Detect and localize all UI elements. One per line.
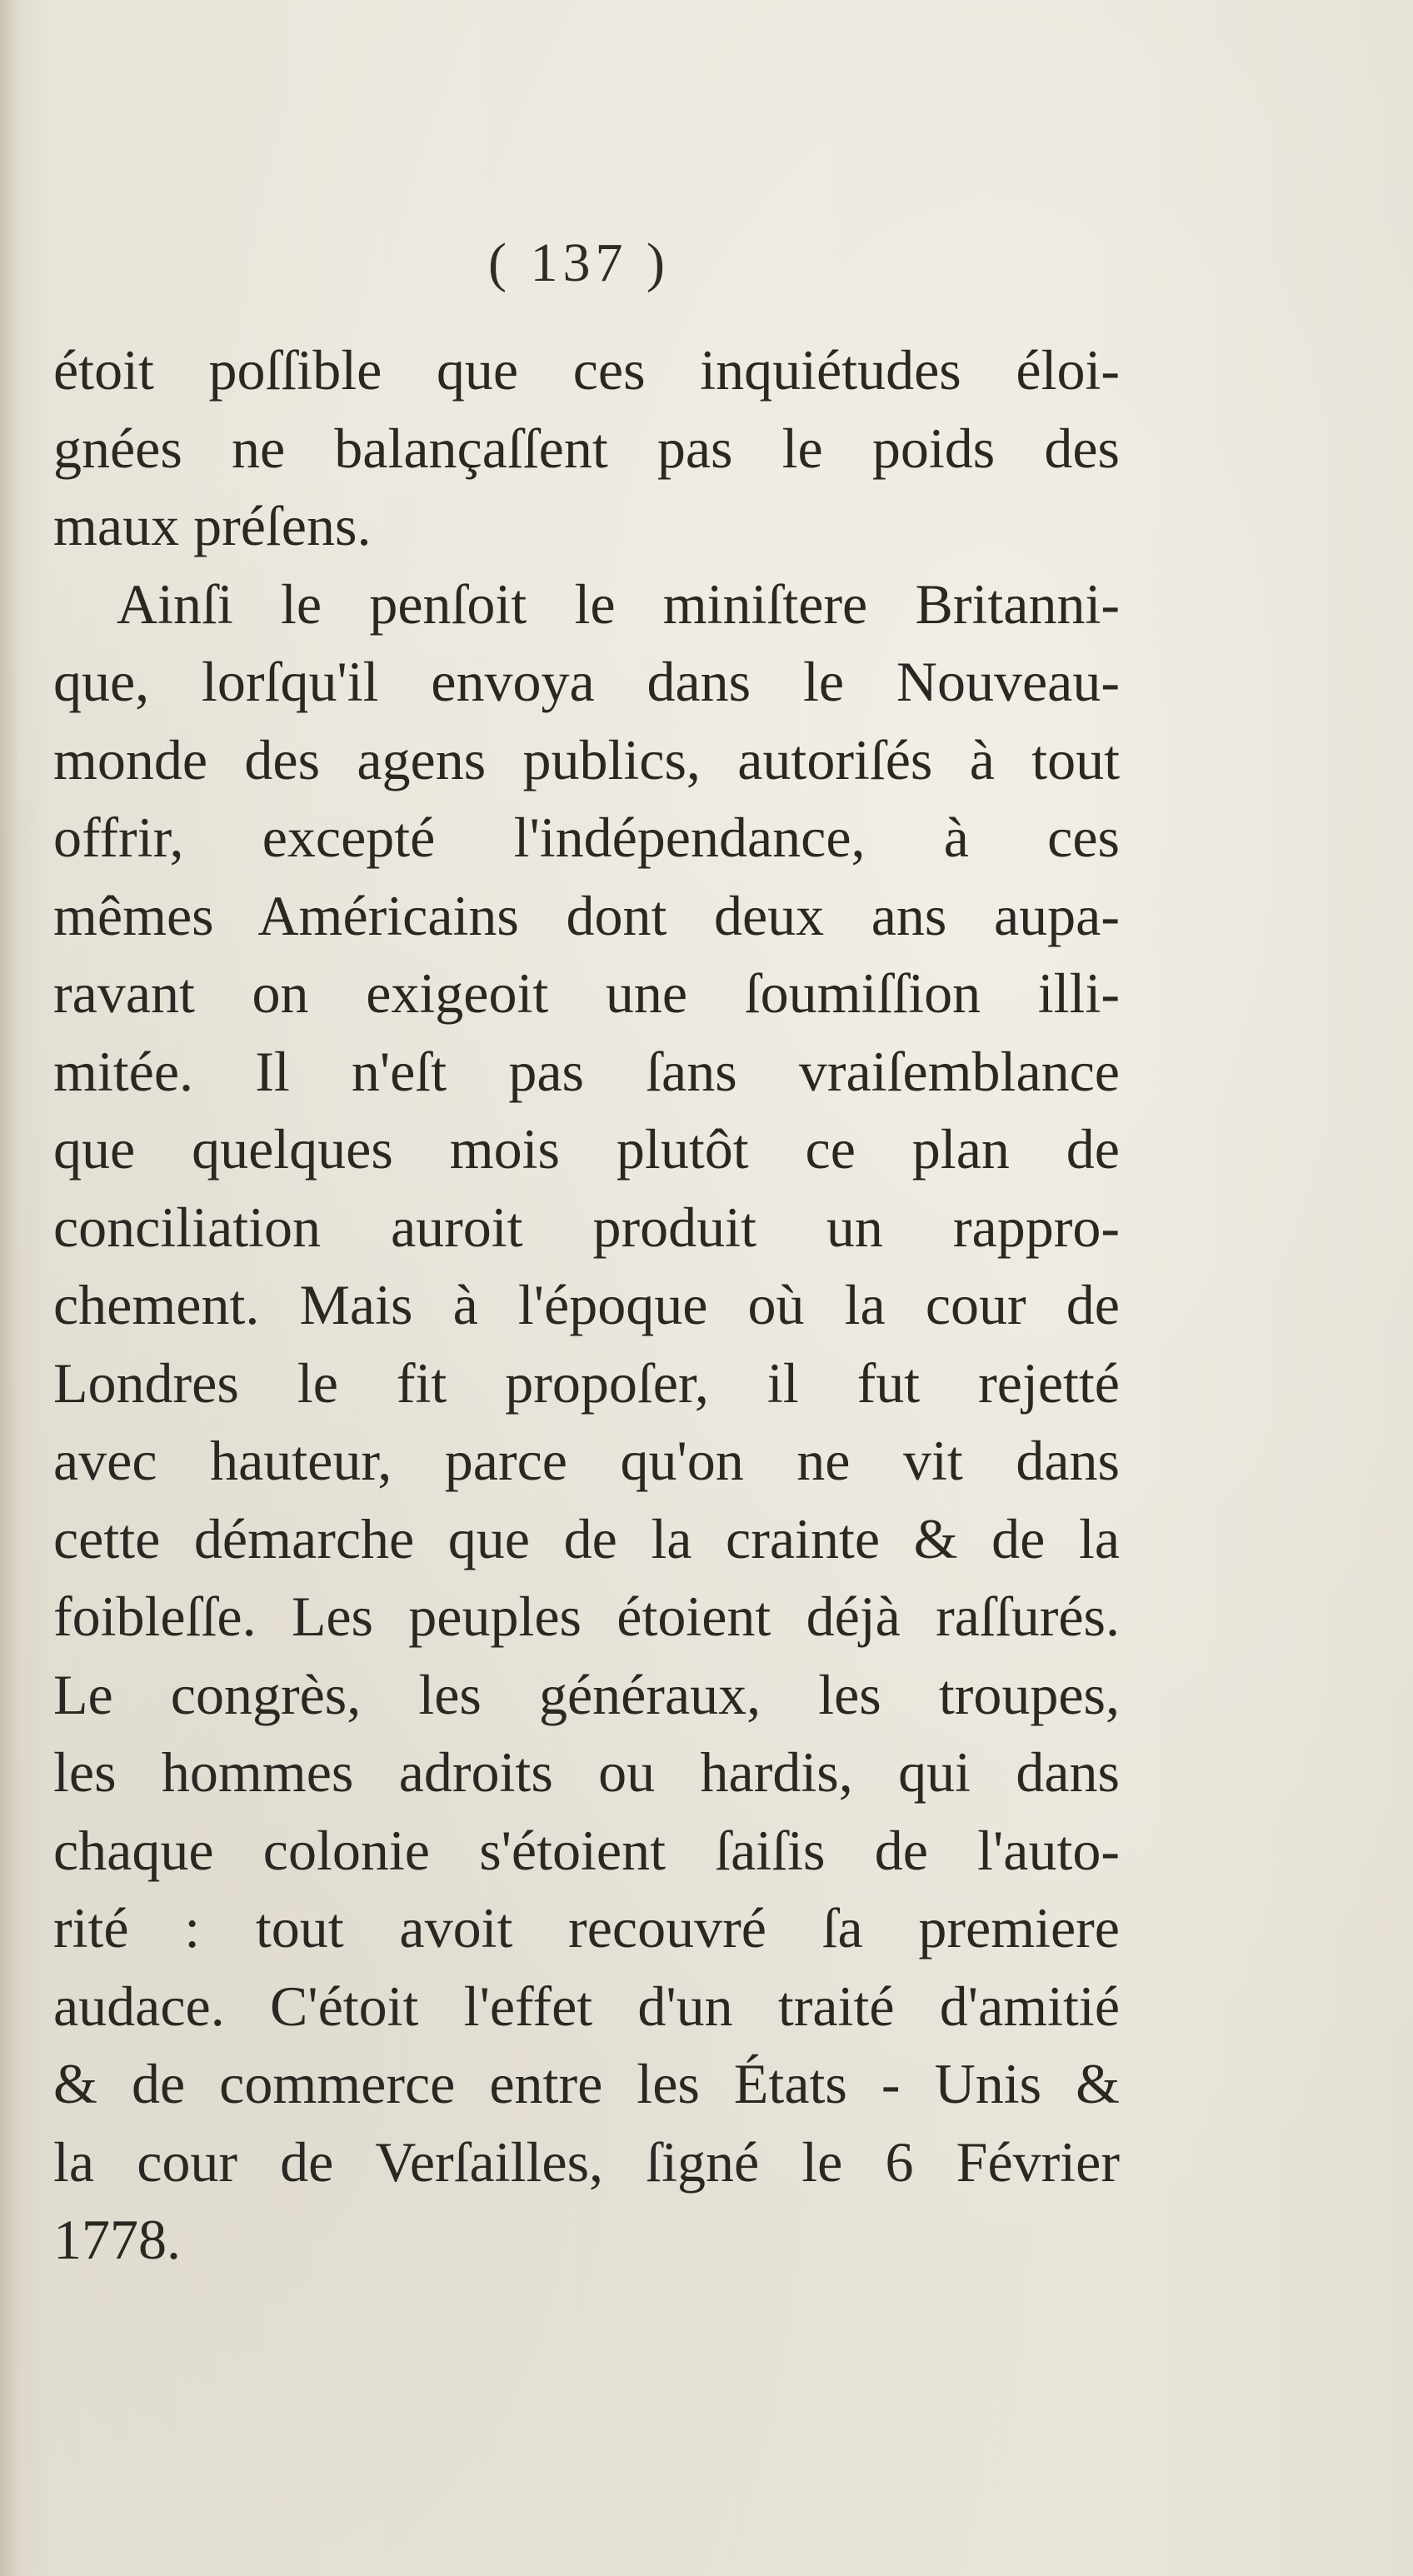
text-line: 1778. xyxy=(53,2208,181,2271)
text-line: mitée. Il n'eſt pas ſans vraiſemblance xyxy=(53,1039,1120,1103)
text-line: conciliation auroit produit un rappro- xyxy=(53,1195,1120,1259)
text-line: cette démarche que de la crainte & de la xyxy=(53,1506,1120,1570)
paragraph-first-line: Ainſi le penſoit le miniſtere Britanni- xyxy=(117,572,1120,636)
text-line: ravant on exigeoit une ſoumiſſion illi- xyxy=(53,961,1120,1025)
text-line: Londres le fit propoſer, il fut rejetté xyxy=(53,1350,1120,1415)
text-line: offrir, excepté l'indépendance, à ces xyxy=(53,806,1120,869)
text-line: & de commerce entre les États - Unis & xyxy=(53,2052,1120,2115)
text-line: maux préſens. xyxy=(53,494,372,557)
text-line: rité : tout avoit recouvré ſa premiere xyxy=(53,1896,1120,1959)
text-line: étoit poſſible que ces inquiétudes éloi- xyxy=(53,338,1120,402)
text-line: les hommes adroits ou hardis, qui dans xyxy=(53,1740,1120,1804)
text-line: la cour de Verſailles, ſigné le 6 Février xyxy=(53,2129,1120,2194)
text-line: gnées ne balançaſſent pas le poids des xyxy=(53,416,1120,480)
text-line: chement. Mais à l'époque où la cour de xyxy=(53,1273,1120,1336)
text-line: chaque colonie s'étoient ſaiſis de l'auto- xyxy=(53,1818,1120,1882)
text-line: monde des agens publics, autoriſés à tout xyxy=(53,727,1120,791)
body-text xyxy=(53,332,1120,2279)
text-line: avec hauteur, parce qu'on ne vit dans xyxy=(53,1429,1120,1492)
text-line: que, lorſqu'il envoya dans le Nouveau- xyxy=(53,650,1120,713)
page-number: ( 137 ) xyxy=(488,232,670,293)
page-gutter-shadow xyxy=(0,0,18,2576)
text-line: Le congrès, les généraux, les troupes, xyxy=(53,1662,1120,1726)
text-line: mêmes Américains dont deux ans aupa- xyxy=(53,883,1120,947)
text-line: audace. C'étoit l'effet d'un traité d'amitié xyxy=(53,1974,1120,2038)
text-line: foibleſſe. Les peuples étoient déjà raſſurés. xyxy=(53,1585,1120,1648)
text-line: que quelques mois plutôt ce plan de xyxy=(53,1117,1120,1181)
